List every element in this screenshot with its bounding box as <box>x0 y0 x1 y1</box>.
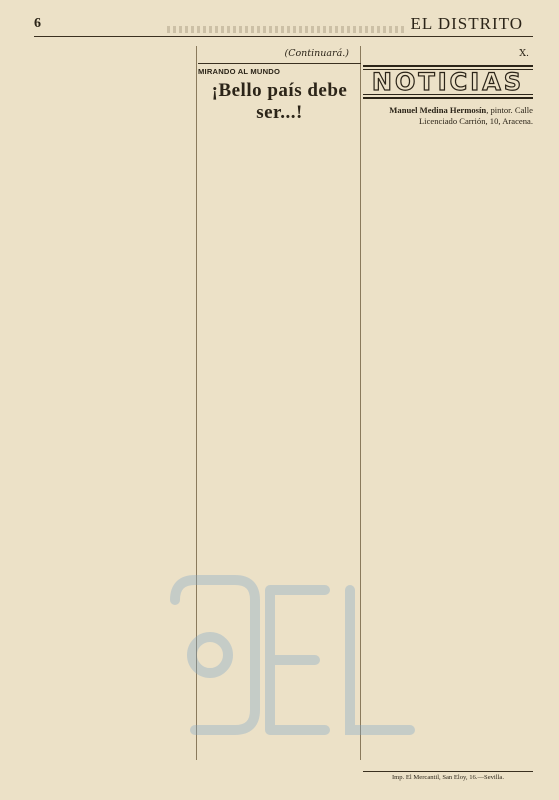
noticias-title: NOTICIAS <box>371 68 525 96</box>
noticias-banner <box>363 65 533 99</box>
section-divider <box>198 63 361 64</box>
continued-note: (Continuará.) <box>284 48 349 59</box>
column-3 <box>363 48 533 127</box>
show-through-text <box>164 26 404 33</box>
printer-imprint: Imp. El Mercantil, San Eloy, 16.—Sevilla. <box>363 771 533 781</box>
signature-role: pintor. Calle Licenciado Carrión, 10, Aracena. <box>418 105 533 126</box>
section-label: MIRANDO AL MUNDO <box>198 67 281 76</box>
advertisement-signature: Manuel Medina Hermosín, pintor. Calle Licenciado Carrión, 10, Aracena. <box>389 105 533 126</box>
column-rule <box>360 46 361 760</box>
library-watermark-stamp <box>150 560 450 750</box>
signature-name: Manuel Medina Hermosín <box>389 105 487 115</box>
signature-initial: X. <box>519 48 529 59</box>
masthead-title: EL DISTRITO <box>410 14 523 33</box>
column-rule <box>196 46 197 760</box>
page-number: 6 <box>34 16 41 31</box>
column-2 <box>198 48 361 132</box>
page-header <box>34 14 533 37</box>
article-headline: ¡Bello país debe ser...! <box>211 80 348 123</box>
